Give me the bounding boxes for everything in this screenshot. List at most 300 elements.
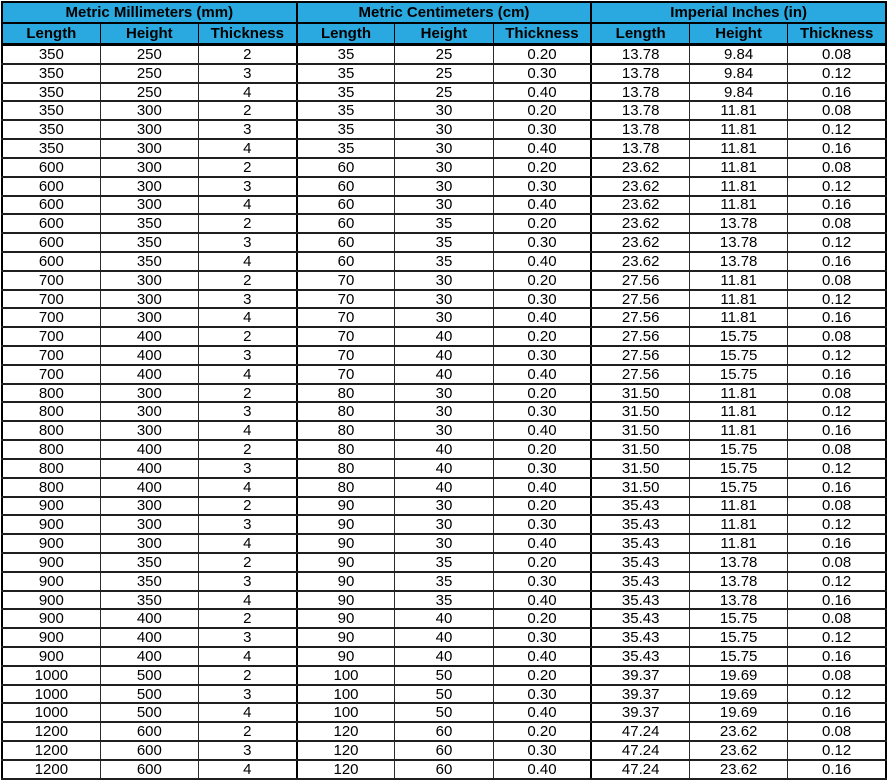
table-cell: 0.20 xyxy=(493,384,591,403)
table-cell: 60 xyxy=(297,252,395,271)
table-cell: 300 xyxy=(100,290,198,309)
table-cell: 40 xyxy=(395,628,493,647)
table-cell: 0.12 xyxy=(788,572,886,591)
table-cell: 0.16 xyxy=(788,252,886,271)
table-cell: 2 xyxy=(198,327,296,346)
table-cell: 1200 xyxy=(2,722,100,741)
table-cell: 250 xyxy=(100,83,198,102)
table-cell: 35.43 xyxy=(591,647,689,666)
table-cell: 700 xyxy=(2,327,100,346)
table-cell: 40 xyxy=(395,327,493,346)
table-cell: 35 xyxy=(395,553,493,572)
table-row xyxy=(2,365,886,384)
table-cell: 300 xyxy=(100,177,198,196)
table-cell: 0.30 xyxy=(493,177,591,196)
table-cell: 400 xyxy=(100,478,198,497)
table-cell: 250 xyxy=(100,45,198,64)
table-cell: 60 xyxy=(395,760,493,779)
table-cell: 47.24 xyxy=(591,722,689,741)
group-title-metric-mm: Metric Millimeters (mm) xyxy=(2,2,297,23)
table-cell: 11.81 xyxy=(690,196,788,215)
table-row xyxy=(2,421,886,440)
table-cell: 11.81 xyxy=(690,158,788,177)
table-cell: 0.20 xyxy=(493,45,591,64)
table-cell: 0.20 xyxy=(493,101,591,120)
table-cell: 0.30 xyxy=(493,572,591,591)
table-cell: 0.12 xyxy=(788,685,886,704)
table-row xyxy=(2,591,886,610)
table-cell: 35 xyxy=(395,233,493,252)
table-cell: 47.24 xyxy=(591,760,689,779)
table-cell: 3 xyxy=(198,572,296,591)
table-cell: 100 xyxy=(297,703,395,722)
table-cell: 900 xyxy=(2,497,100,516)
table-cell: 0.16 xyxy=(788,591,886,610)
table-cell: 35.43 xyxy=(591,553,689,572)
table-row xyxy=(2,83,886,102)
table-cell: 700 xyxy=(2,308,100,327)
table-row xyxy=(2,703,886,722)
table-cell: 2 xyxy=(198,440,296,459)
table-cell: 350 xyxy=(100,252,198,271)
group-title-imperial-in: Imperial Inches (in) xyxy=(591,2,886,23)
table-row xyxy=(2,685,886,704)
table-cell: 0.16 xyxy=(788,139,886,158)
table-cell: 30 xyxy=(395,497,493,516)
table-cell: 47.24 xyxy=(591,741,689,760)
table-cell: 4 xyxy=(198,252,296,271)
table-cell: 600 xyxy=(100,722,198,741)
table-cell: 3 xyxy=(198,515,296,534)
table-cell: 0.12 xyxy=(788,120,886,139)
table-row xyxy=(2,609,886,628)
table-cell: 11.81 xyxy=(690,534,788,553)
table-row xyxy=(2,290,886,309)
table-cell: 300 xyxy=(100,101,198,120)
table-cell: 23.62 xyxy=(690,760,788,779)
table-cell: 11.81 xyxy=(690,101,788,120)
table-cell: 11.81 xyxy=(690,139,788,158)
table-cell: 350 xyxy=(2,64,100,83)
table-cell: 50 xyxy=(395,685,493,704)
table-cell: 0.40 xyxy=(493,591,591,610)
table-cell: 30 xyxy=(395,158,493,177)
table-cell: 2 xyxy=(198,609,296,628)
table-cell: 0.12 xyxy=(788,741,886,760)
table-cell: 90 xyxy=(297,515,395,534)
table-cell: 0.12 xyxy=(788,402,886,421)
table-cell: 900 xyxy=(2,628,100,647)
table-cell: 400 xyxy=(100,346,198,365)
table-cell: 50 xyxy=(395,666,493,685)
table-cell: 800 xyxy=(2,478,100,497)
table-cell: 90 xyxy=(297,628,395,647)
table-cell: 90 xyxy=(297,609,395,628)
table-cell: 0.30 xyxy=(493,628,591,647)
table-cell: 4 xyxy=(198,83,296,102)
col-header-mm-length: Length xyxy=(2,23,100,45)
table-cell: 40 xyxy=(395,459,493,478)
table-cell: 31.50 xyxy=(591,459,689,478)
table-cell: 60 xyxy=(395,722,493,741)
table-cell: 400 xyxy=(100,609,198,628)
table-row xyxy=(2,346,886,365)
table-cell: 250 xyxy=(100,64,198,83)
table-cell: 11.81 xyxy=(690,290,788,309)
col-header-mm-thickness: Thickness xyxy=(198,23,296,45)
table-cell: 0.08 xyxy=(788,271,886,290)
table-cell: 30 xyxy=(395,308,493,327)
table-cell: 0.20 xyxy=(493,553,591,572)
table-cell: 0.08 xyxy=(788,440,886,459)
table-cell: 31.50 xyxy=(591,440,689,459)
table-row xyxy=(2,402,886,421)
table-row xyxy=(2,177,886,196)
table-cell: 25 xyxy=(395,64,493,83)
table-cell: 39.37 xyxy=(591,685,689,704)
table-cell: 900 xyxy=(2,515,100,534)
col-header-in-length: Length xyxy=(591,23,689,45)
table-cell: 2 xyxy=(198,497,296,516)
table-cell: 0.30 xyxy=(493,402,591,421)
table-cell: 0.12 xyxy=(788,177,886,196)
table-cell: 0.20 xyxy=(493,440,591,459)
table-cell: 35 xyxy=(297,83,395,102)
table-cell: 80 xyxy=(297,402,395,421)
table-cell: 0.20 xyxy=(493,271,591,290)
table-cell: 13.78 xyxy=(690,553,788,572)
table-cell: 350 xyxy=(100,553,198,572)
table-cell: 350 xyxy=(2,83,100,102)
table-cell: 350 xyxy=(2,101,100,120)
table-cell: 40 xyxy=(395,440,493,459)
table-cell: 0.16 xyxy=(788,760,886,779)
table-cell: 0.40 xyxy=(493,139,591,158)
table-cell: 4 xyxy=(198,478,296,497)
table-cell: 90 xyxy=(297,647,395,666)
table-cell: 1200 xyxy=(2,741,100,760)
table-cell: 60 xyxy=(297,177,395,196)
table-cell: 0.12 xyxy=(788,346,886,365)
col-header-mm-height: Height xyxy=(100,23,198,45)
table-cell: 90 xyxy=(297,534,395,553)
table-cell: 100 xyxy=(297,666,395,685)
table-cell: 4 xyxy=(198,308,296,327)
table-cell: 0.30 xyxy=(493,290,591,309)
table-cell: 600 xyxy=(100,760,198,779)
table-cell: 27.56 xyxy=(591,308,689,327)
table-cell: 35 xyxy=(395,572,493,591)
table-cell: 0.12 xyxy=(788,64,886,83)
table-cell: 0.12 xyxy=(788,515,886,534)
col-header-in-thickness: Thickness xyxy=(788,23,886,45)
group-title-row xyxy=(2,2,886,23)
table-cell: 0.40 xyxy=(493,83,591,102)
table-cell: 0.20 xyxy=(493,497,591,516)
table-cell: 120 xyxy=(297,741,395,760)
table-cell: 31.50 xyxy=(591,478,689,497)
table-cell: 25 xyxy=(395,45,493,64)
table-cell: 0.30 xyxy=(493,685,591,704)
table-cell: 600 xyxy=(2,214,100,233)
table-row xyxy=(2,572,886,591)
table-cell: 15.75 xyxy=(690,478,788,497)
table-cell: 80 xyxy=(297,459,395,478)
table-cell: 90 xyxy=(297,553,395,572)
table-cell: 350 xyxy=(100,591,198,610)
table-cell: 300 xyxy=(100,534,198,553)
table-cell: 120 xyxy=(297,760,395,779)
table-cell: 70 xyxy=(297,365,395,384)
table-cell: 80 xyxy=(297,384,395,403)
table-cell: 35 xyxy=(297,45,395,64)
table-cell: 30 xyxy=(395,290,493,309)
table-cell: 700 xyxy=(2,290,100,309)
table-cell: 60 xyxy=(297,196,395,215)
table-cell: 70 xyxy=(297,290,395,309)
table-row xyxy=(2,741,886,760)
table-cell: 40 xyxy=(395,478,493,497)
table-cell: 40 xyxy=(395,609,493,628)
table-cell: 80 xyxy=(297,440,395,459)
table-cell: 13.78 xyxy=(591,139,689,158)
table-cell: 35.43 xyxy=(591,591,689,610)
size-conversion-table xyxy=(1,1,887,780)
table-cell: 4 xyxy=(198,647,296,666)
table-cell: 800 xyxy=(2,402,100,421)
table-cell: 35.43 xyxy=(591,515,689,534)
table-cell: 31.50 xyxy=(591,421,689,440)
table-cell: 4 xyxy=(198,421,296,440)
table-cell: 23.62 xyxy=(591,214,689,233)
table-cell: 4 xyxy=(198,703,296,722)
table-row xyxy=(2,534,886,553)
table-cell: 2 xyxy=(198,384,296,403)
table-cell: 31.50 xyxy=(591,402,689,421)
table-cell: 3 xyxy=(198,741,296,760)
table-cell: 40 xyxy=(395,346,493,365)
table-cell: 0.20 xyxy=(493,609,591,628)
table-cell: 900 xyxy=(2,591,100,610)
table-cell: 0.20 xyxy=(493,327,591,346)
table-cell: 90 xyxy=(297,572,395,591)
group-title-metric-cm: Metric Centimeters (cm) xyxy=(297,2,592,23)
table-cell: 1000 xyxy=(2,685,100,704)
table-row xyxy=(2,308,886,327)
table-cell: 0.20 xyxy=(493,722,591,741)
table-cell: 30 xyxy=(395,534,493,553)
table-cell: 400 xyxy=(100,628,198,647)
table-cell: 4 xyxy=(198,365,296,384)
table-cell: 0.12 xyxy=(788,233,886,252)
table-cell: 9.84 xyxy=(690,45,788,64)
table-cell: 600 xyxy=(2,177,100,196)
table-cell: 300 xyxy=(100,421,198,440)
table-cell: 0.20 xyxy=(493,666,591,685)
table-cell: 300 xyxy=(100,497,198,516)
table-cell: 2 xyxy=(198,45,296,64)
table-cell: 35 xyxy=(395,591,493,610)
table-cell: 30 xyxy=(395,196,493,215)
table-cell: 35.43 xyxy=(591,497,689,516)
table-row xyxy=(2,478,886,497)
table-cell: 35.43 xyxy=(591,572,689,591)
table-cell: 500 xyxy=(100,666,198,685)
table-cell: 70 xyxy=(297,327,395,346)
table-cell: 3 xyxy=(198,685,296,704)
table-cell: 9.84 xyxy=(690,64,788,83)
table-cell: 400 xyxy=(100,440,198,459)
col-header-cm-height: Height xyxy=(395,23,493,45)
table-cell: 30 xyxy=(395,177,493,196)
table-cell: 15.75 xyxy=(690,346,788,365)
table-cell: 0.08 xyxy=(788,666,886,685)
column-header-row xyxy=(2,23,886,45)
col-header-cm-length: Length xyxy=(297,23,395,45)
table-cell: 0.40 xyxy=(493,421,591,440)
table-cell: 60 xyxy=(297,214,395,233)
table-cell: 27.56 xyxy=(591,290,689,309)
table-cell: 23.62 xyxy=(690,741,788,760)
table-cell: 30 xyxy=(395,384,493,403)
table-cell: 0.16 xyxy=(788,534,886,553)
table-cell: 70 xyxy=(297,308,395,327)
table-cell: 600 xyxy=(2,196,100,215)
table-cell: 11.81 xyxy=(690,120,788,139)
table-cell: 70 xyxy=(297,346,395,365)
table-cell: 0.30 xyxy=(493,64,591,83)
table-cell: 400 xyxy=(100,365,198,384)
table-cell: 35 xyxy=(297,101,395,120)
table-cell: 30 xyxy=(395,101,493,120)
table-cell: 0.30 xyxy=(493,515,591,534)
table-cell: 1000 xyxy=(2,666,100,685)
table-cell: 4 xyxy=(198,196,296,215)
table-cell: 3 xyxy=(198,177,296,196)
table-cell: 2 xyxy=(198,214,296,233)
table-cell: 300 xyxy=(100,402,198,421)
table-cell: 700 xyxy=(2,365,100,384)
table-cell: 800 xyxy=(2,384,100,403)
table-cell: 15.75 xyxy=(690,647,788,666)
table-cell: 600 xyxy=(100,741,198,760)
table-cell: 0.40 xyxy=(493,703,591,722)
table-cell: 35 xyxy=(297,139,395,158)
table-cell: 15.75 xyxy=(690,440,788,459)
table-cell: 30 xyxy=(395,120,493,139)
table-row xyxy=(2,515,886,534)
table-cell: 350 xyxy=(2,139,100,158)
table-cell: 0.30 xyxy=(493,741,591,760)
table-cell: 19.69 xyxy=(690,703,788,722)
table-row xyxy=(2,252,886,271)
table-cell: 300 xyxy=(100,515,198,534)
table-cell: 13.78 xyxy=(591,120,689,139)
table-cell: 300 xyxy=(100,120,198,139)
table-cell: 300 xyxy=(100,271,198,290)
table-cell: 2 xyxy=(198,101,296,120)
table-cell: 4 xyxy=(198,139,296,158)
table-row xyxy=(2,196,886,215)
table-cell: 13.78 xyxy=(591,45,689,64)
table-cell: 90 xyxy=(297,591,395,610)
table-cell: 35 xyxy=(395,214,493,233)
table-row xyxy=(2,101,886,120)
table-cell: 0.12 xyxy=(788,290,886,309)
table-cell: 30 xyxy=(395,139,493,158)
table-cell: 80 xyxy=(297,478,395,497)
table-cell: 0.30 xyxy=(493,120,591,139)
table-cell: 3 xyxy=(198,402,296,421)
table-cell: 40 xyxy=(395,365,493,384)
table-cell: 350 xyxy=(100,233,198,252)
table-cell: 300 xyxy=(100,139,198,158)
table-cell: 0.08 xyxy=(788,158,886,177)
table-cell: 4 xyxy=(198,591,296,610)
table-cell: 2 xyxy=(198,666,296,685)
table-cell: 0.40 xyxy=(493,760,591,779)
table-row xyxy=(2,120,886,139)
table-cell: 31.50 xyxy=(591,384,689,403)
table-header xyxy=(2,2,886,45)
table-cell: 400 xyxy=(100,327,198,346)
table-cell: 23.62 xyxy=(591,177,689,196)
table-cell: 19.69 xyxy=(690,666,788,685)
table-cell: 35 xyxy=(297,64,395,83)
table-row xyxy=(2,459,886,478)
table-cell: 35 xyxy=(395,252,493,271)
table-cell: 350 xyxy=(100,214,198,233)
table-row xyxy=(2,760,886,779)
table-cell: 900 xyxy=(2,609,100,628)
table-cell: 15.75 xyxy=(690,459,788,478)
table-cell: 15.75 xyxy=(690,327,788,346)
table-cell: 60 xyxy=(297,233,395,252)
table-cell: 0.08 xyxy=(788,45,886,64)
table-row xyxy=(2,45,886,64)
table-cell: 0.12 xyxy=(788,628,886,647)
table-cell: 0.16 xyxy=(788,308,886,327)
table-row xyxy=(2,666,886,685)
table-cell: 0.16 xyxy=(788,365,886,384)
table-cell: 400 xyxy=(100,459,198,478)
table-cell: 900 xyxy=(2,553,100,572)
table-row xyxy=(2,384,886,403)
table-cell: 400 xyxy=(100,647,198,666)
table-cell: 13.78 xyxy=(591,83,689,102)
table-cell: 4 xyxy=(198,534,296,553)
table-cell: 35 xyxy=(297,120,395,139)
table-cell: 23.62 xyxy=(591,196,689,215)
table-cell: 0.40 xyxy=(493,252,591,271)
table-row xyxy=(2,139,886,158)
table-cell: 100 xyxy=(297,685,395,704)
table-cell: 0.12 xyxy=(788,459,886,478)
table-cell: 800 xyxy=(2,421,100,440)
table-cell: 3 xyxy=(198,459,296,478)
table-cell: 3 xyxy=(198,346,296,365)
table-cell: 39.37 xyxy=(591,703,689,722)
table-cell: 600 xyxy=(2,233,100,252)
table-body xyxy=(2,45,886,780)
table-cell: 60 xyxy=(297,158,395,177)
table-cell: 15.75 xyxy=(690,365,788,384)
table-cell: 15.75 xyxy=(690,609,788,628)
table-cell: 11.81 xyxy=(690,177,788,196)
table-cell: 0.08 xyxy=(788,101,886,120)
table-cell: 11.81 xyxy=(690,308,788,327)
table-cell: 39.37 xyxy=(591,666,689,685)
